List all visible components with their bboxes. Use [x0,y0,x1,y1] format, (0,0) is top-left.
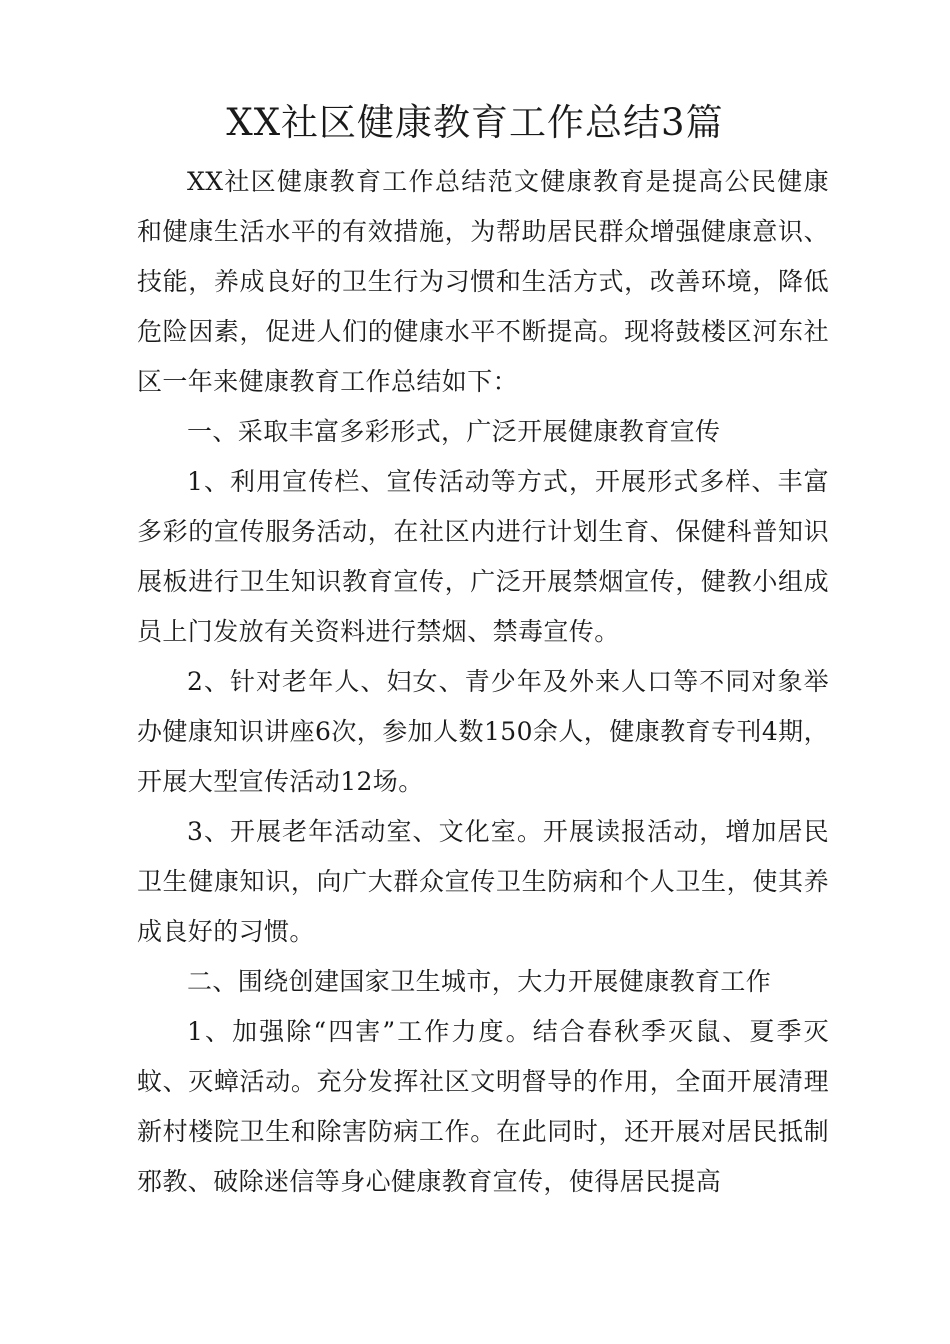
section-1-item-2: 2、针对老年人、妇女、青少年及外来人口等不同对象举办健康知识讲座6次，参加人数150余人，健康教育专刊4期，开展大型宣传活动12场。 [137,667,829,796]
section-2-item-1: 1、加强除“四害”工作力度。结合春秋季灭鼠、夏季灭蚊、灭蟑活动。充分发挥社区文明督导的作用，全面开展清理新村楼院卫生和除害防病工作。在此同时，还开展对居民抵制邪教、破除迷信等身心健康教育宣传，使得居民提高 [137,1017,829,1196]
section-1-item-1: 1、利用宣传栏、宣传活动等方式，开展形式多样、丰富多彩的宣传服务活动，在社区内进行计划生育、保健科普知识展板进行卫生知识教育宣传，广泛开展禁烟宣传，健教小组成员上门发放有关资料进行禁烟、禁毒宣传。 [137,467,829,646]
document-title: XX社区健康教育工作总结3篇 [226,101,724,144]
section-heading-2: 二、围绕创建国家卫生城市，大力开展健康教育工作 [187,967,772,996]
intro-paragraph: XX社区健康教育工作总结范文健康教育是提高公民健康和健康生活水平的有效措施，为帮助居民群众增强健康意识、技能，养成良好的卫生行为习惯和生活方式，改善环境，降低危险因素，促进人们的健康水平不断提高。现将鼓楼区河东社区一年来健康教育工作总结如下： [137,167,829,396]
section-1-item-3: 3、开展老年活动室、文化室。开展读报活动，增加居民卫生健康知识，向广大群众宣传卫生防病和个人卫生，使其养成良好的习惯。 [137,817,829,946]
section-heading-1: 一、采取丰富多彩形式，广泛开展健康教育宣传 [187,417,721,446]
document-body [137,157,829,1207]
